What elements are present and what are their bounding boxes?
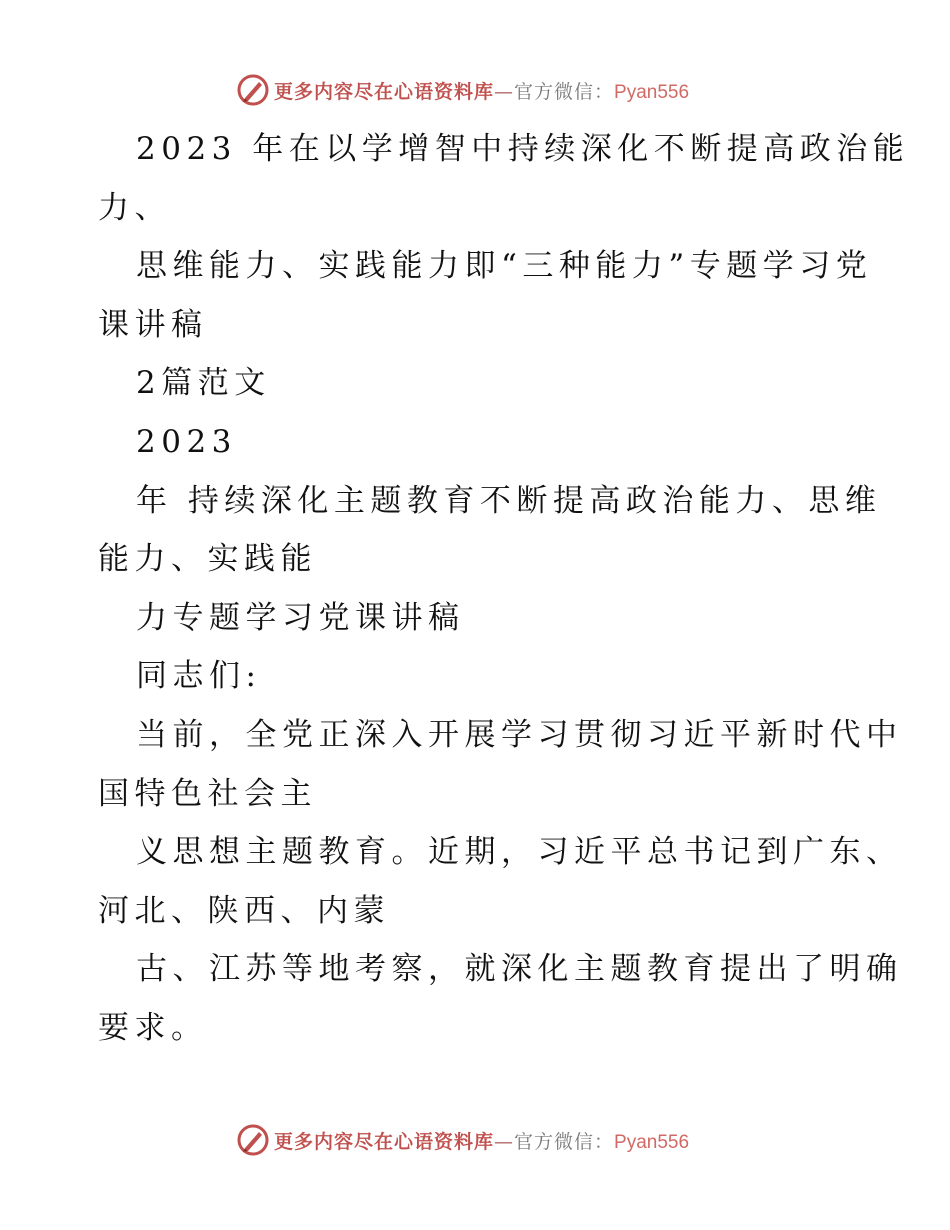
text-line: 思维能力、实践能力即“三种能力”专题学习党 [136,248,873,285]
text-line: 要求。 [98,1009,208,1046]
text-line: 年 持续深化主题教育不断提高政治能力、思维 [136,482,882,519]
text-line: 2023 [136,423,237,460]
footer-watermark [236,1122,716,1158]
watermark-id: Pyan556 [614,81,690,103]
text-line: 当前，全党正深入开展学习贯彻习近平新时代中 [136,716,903,753]
text-line: 2篇范文 [136,365,271,402]
header-watermark [236,72,716,108]
text-line: 课讲稿 [98,306,208,343]
text-line: 力专题学习党课讲稿 [136,599,465,636]
text-line: 古、江苏等地考察，就深化主题教育提出了明确 [136,951,903,988]
pen-logo-icon [236,1123,270,1157]
text-line: 河北、陕西、内蒙 [98,892,390,929]
text-line: 义思想主题教育。近期，习近平总书记到广东、 [136,834,903,871]
watermark-dash: — [494,80,515,103]
watermark-site: 更多内容尽在心语资料库 [274,80,495,103]
text-line: 同志们: [136,658,262,695]
watermark-dash: — [494,1130,515,1153]
text-line: 能力、实践能 [98,541,317,578]
text-line: 国特色社会主 [98,775,317,812]
watermark-site: 更多内容尽在心语资料库 [274,1130,495,1153]
watermark-label: 官方微信： [514,1130,615,1153]
text-line: 力、 [98,189,171,226]
pen-logo-icon [236,73,270,107]
watermark-id: Pyan556 [614,1131,690,1153]
document-body [98,120,910,1058]
watermark-label: 官方微信： [514,80,615,103]
text-line: 2023 年在以学增智中持续深化不断提高政治能 [136,131,910,167]
